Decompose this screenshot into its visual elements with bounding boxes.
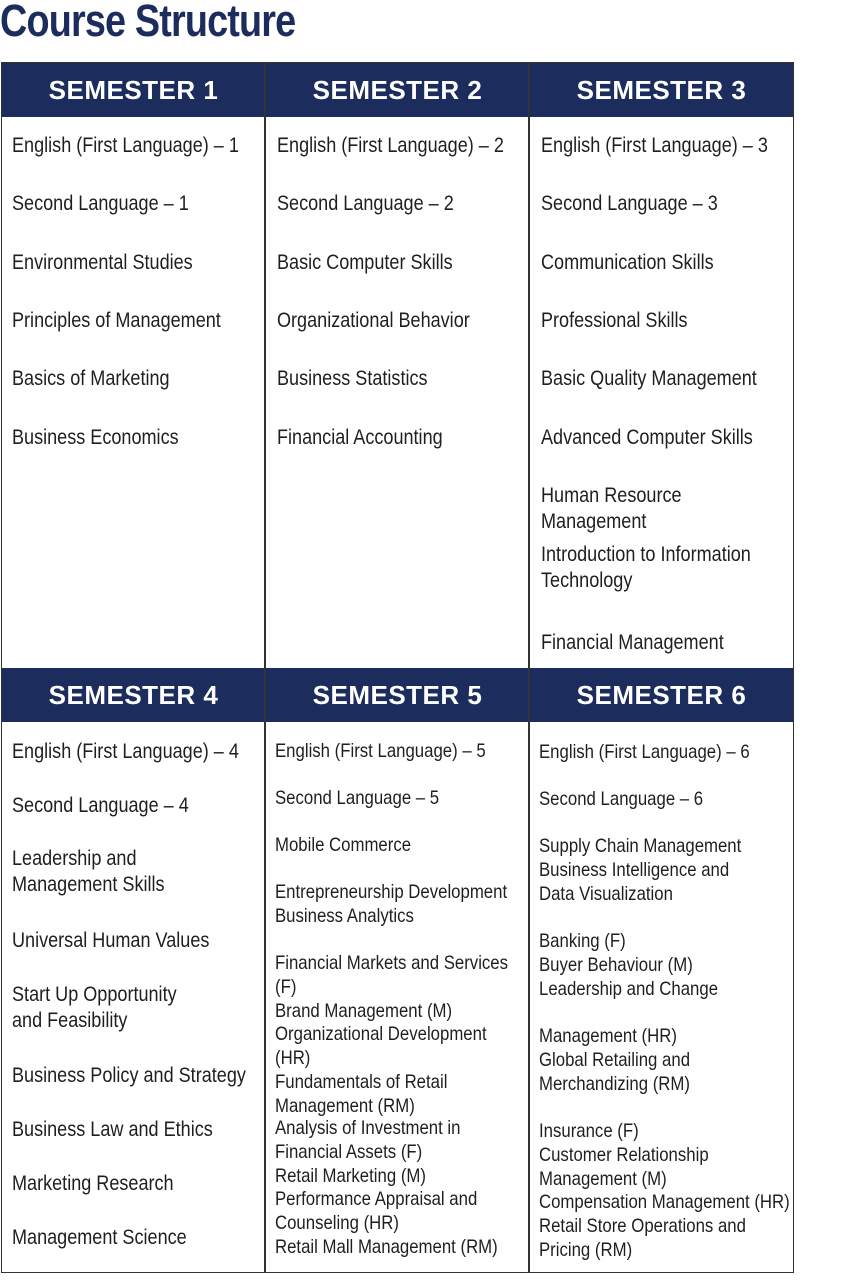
subject-item: Business Statistics: [277, 367, 428, 390]
subject-item: English (First Language) – 1: [12, 134, 239, 157]
semester-5-header: SEMESTER 5: [266, 668, 529, 722]
subject-item: Basics of Marketing: [12, 367, 170, 390]
subject-item: Second Language – 4: [12, 794, 189, 817]
subject-item: Business Economics: [12, 426, 179, 449]
subject-item: Basic Quality Management: [541, 367, 757, 390]
subject-item: Financial Markets and Services (F) Brand Management (M) Organizational Development (HR) Fundamentals of Retail Management (RM): [275, 952, 509, 1117]
subject-item: Banking (F) Buyer Behaviour (M) Leadership and Change: [539, 930, 719, 1000]
subject-item: Financial Accounting: [277, 426, 443, 449]
subject-item: Second Language – 2: [277, 192, 454, 215]
subject-item: Human Resource Management: [541, 484, 682, 534]
subject-item: English (First Language) – 2: [277, 134, 504, 157]
subject-item: English (First Language) – 3: [541, 134, 768, 157]
subject-item: Analysis of Investment in Financial Assets (F) Retail Marketing (M) Performance Appraisal and Counseling (HR) Retail Mall Management (RM): [275, 1117, 498, 1258]
subject-item: Business Law and Ethics: [12, 1118, 213, 1141]
column-divider: [264, 63, 266, 1272]
column-divider: [528, 63, 530, 1272]
subject-item: Communication Skills: [541, 251, 714, 274]
subject-item: Second Language – 5: [275, 787, 440, 809]
subject-item: Financial Management: [541, 631, 724, 654]
semester-2-header: SEMESTER 2: [266, 63, 529, 117]
page-title: Course Structure: [0, 0, 296, 46]
subject-item: Entrepreneurship Development Business Analytics: [275, 881, 508, 927]
subject-item: Leadership and Management Skills: [12, 847, 165, 897]
subject-item: Management (HR) Global Retailing and Merchandizing (RM): [539, 1025, 691, 1095]
subject-item: Introduction to Information Technology: [541, 543, 751, 593]
subject-item: Business Policy and Strategy: [12, 1064, 246, 1087]
subject-item: English (First Language) – 5: [275, 740, 486, 762]
course-structure-table: [1, 62, 794, 1273]
subject-item: Start Up Opportunity and Feasibility: [12, 983, 177, 1033]
subject-item: Marketing Research: [12, 1172, 174, 1195]
subject-item: English (First Language) – 6: [539, 741, 750, 763]
subject-item: Advanced Computer Skills: [541, 426, 753, 449]
subject-item: Organizational Behavior: [277, 309, 470, 332]
subject-item: Management Science: [12, 1226, 187, 1249]
subject-item: Insurance (F) Customer Relationship Management (M) Compensation Management (HR) Retail Store Operations and Pricing (RM): [539, 1120, 790, 1261]
semester-6-header: SEMESTER 6: [530, 668, 793, 722]
subject-item: Universal Human Values: [12, 929, 210, 952]
subject-item: Environmental Studies: [12, 251, 193, 274]
subject-item: Mobile Commerce: [275, 834, 412, 856]
subject-item: Second Language – 1: [12, 192, 189, 215]
semester-3-header: SEMESTER 3: [530, 63, 793, 117]
subject-item: Second Language – 6: [539, 788, 704, 810]
subject-item: Basic Computer Skills: [277, 251, 453, 274]
subject-item: English (First Language) – 4: [12, 740, 239, 763]
semester-1-header: SEMESTER 1: [2, 63, 265, 117]
subject-item: Second Language – 3: [541, 192, 718, 215]
subject-item: Professional Skills: [541, 309, 688, 332]
semester-4-header: SEMESTER 4: [2, 668, 265, 722]
subject-item: Principles of Management: [12, 309, 221, 332]
subject-item: Supply Chain Management Business Intelligence and Data Visualization: [539, 835, 742, 905]
